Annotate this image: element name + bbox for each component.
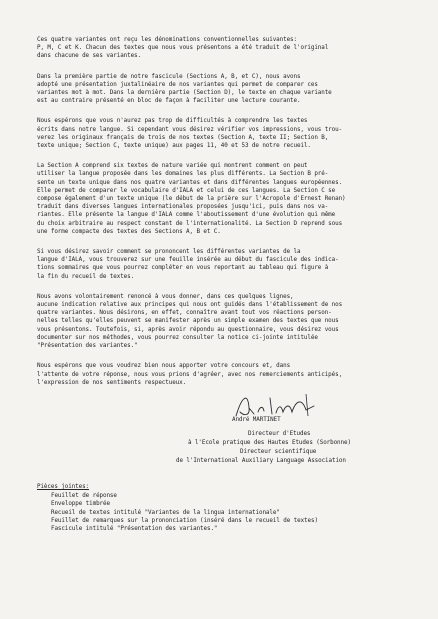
- text-line: compose également d'un texte unique (le début de la prière sur l'Acropole d'Ernest Renan): [37, 196, 346, 203]
- text-line: P, M, C et K. Chacun des textes que nous vous présentons a été traduit de l'original: [37, 45, 329, 52]
- paragraph-principles: [37, 293, 416, 350]
- text-line: dans chacune de ses variantes.: [37, 53, 141, 60]
- enclosures-list: [37, 483, 318, 533]
- text-line: texte unique; Section C, texte unique) aux pages 11, 40 et 53 de notre recueil.: [37, 143, 311, 150]
- text-line: utiliser la langue proposée dans les domaines les plus différents. La Section B pré-: [37, 171, 329, 178]
- text-line: Nous avons volontairement renoncé à vous donner, dans ces quelques lignes,: [37, 293, 294, 300]
- signatory-title-line: Directeur scientifique: [240, 449, 317, 455]
- paragraph-closing: [37, 362, 416, 387]
- text-line: nelles telles qu'elles peuvent se manifester après un simple examen des textes que nous: [37, 318, 339, 325]
- text-line: verez les originaux français de trois de nos textes (Section A, texte II; Section B,: [37, 134, 329, 141]
- signatory-title-line: Directeur d'Etudes: [248, 431, 311, 437]
- text-line: traduit dans diverses langues internationales proposées jusqu'ici, puis dans nos va-: [37, 204, 329, 211]
- text-line: l'expression de nos sentiments respectueux.: [37, 379, 187, 386]
- text-line: riantes. Elle présente la langue d'IALA comme l'aboutissement d'une évolution qui même: [37, 212, 336, 219]
- text-line: quatre variantes. Nous désirons, en effet, connaître avant tout vos réactions person-: [37, 310, 332, 317]
- text-line: La Section A comprend six textes de nature variée qui montrent comment on peut: [37, 163, 308, 170]
- text-line: écrits dans notre langue. Si cependant vous désirez vérifier vos impressions, vous trou-: [37, 126, 343, 133]
- text-line: Elle permet de comparer le vocabulaire d'IALA et celui de ces langues. La Section C se: [37, 187, 336, 194]
- paragraph-originals: [37, 117, 416, 150]
- signatory-title-line: à l'Ecole pratique des Hautes Etudes (Sorbonne): [188, 440, 351, 446]
- paragraph-sections: [37, 162, 416, 236]
- enclosure-item: Enveloppe timbrée: [51, 501, 110, 508]
- enclosure-item: Feuillet de remarques sur la prononciation (inséré dans le recueil de textes): [51, 517, 318, 524]
- text-line: Ces quatre variantes ont reçu les dénominations conventionnelles suivantes:: [37, 37, 297, 43]
- text-line: tions sommaires que vous pourrez compléter en vous reportant au tableau qui figure à: [37, 265, 329, 272]
- text-line: une forme compacte des textes des Sections A, B et C.: [37, 228, 221, 235]
- text-line: aucune indication relative aux principes qui nous ont guidés dans l'établissement de nos: [37, 302, 343, 309]
- text-line: Si vous désirez savoir comment se prononcent les différentes variantes de la: [37, 249, 301, 256]
- enclosures-heading: Pièces jointes:: [37, 484, 89, 490]
- text-line: la fin du recueil de textes.: [37, 273, 135, 280]
- text-line: du choix arbitraire au respect constant de l'internationalité. La Section D reprend sous: [37, 220, 343, 227]
- paragraph-variant-names: [37, 36, 416, 61]
- paragraph-presentation: [37, 73, 416, 106]
- text-line: variantes mot à mot. Dans la dernière partie (Section D), le texte en chaque variante: [37, 90, 332, 97]
- signatory-name: André MARTINET: [232, 417, 281, 423]
- text-line: l'attente de votre réponse, nous vous prions d'agréer, avec nos remerciements anticipés,: [37, 371, 343, 378]
- enclosure-item: Recueil de textes intitulé "Variantes de la lingua internationale": [51, 509, 280, 516]
- text-line: Nous espérons que vous n'aurez pas trop de difficultés à comprendre les textes: [37, 118, 308, 125]
- letter-body: [37, 36, 416, 387]
- text-line: vous présentons. Toutefois, si, après avoir répondu au questionnaire, vous désirez vous: [37, 326, 339, 333]
- text-line: documenter sur nos méthodes, vous pourrez consulter la notice ci-jointe intitulée: [37, 334, 318, 341]
- signatory-title-line: de l'International Auxiliary Language Association: [176, 458, 346, 464]
- enclosure-item: Feuillet de réponse: [51, 493, 117, 500]
- text-line: langue d'IALA, vous trouverez sur une feuille insérée au début du fascicule des indica-: [37, 257, 339, 264]
- enclosure-item: Fascicule intitulé "Présentation des variantes.": [51, 526, 218, 533]
- text-line: est au contraire présenté en bloc de façon à faciliter une lecture courante.: [37, 98, 301, 105]
- text-line: adopté une présentation juxtalinéaire de nos variantes qui permet de comparer ces: [37, 81, 318, 88]
- text-line: Dans la première partie de notre fascicule (Sections A, B, et C), nous avons: [37, 73, 301, 80]
- text-line: "Présentation des variantes.": [37, 343, 138, 350]
- text-line: sente un texte unique dans nos quatre variantes et dans différentes langues européennes.: [37, 179, 343, 186]
- text-line: Nous espérons que vous voudrez bien nous apporter votre concours et, dans: [37, 363, 291, 370]
- paragraph-pronunciation: [37, 248, 416, 281]
